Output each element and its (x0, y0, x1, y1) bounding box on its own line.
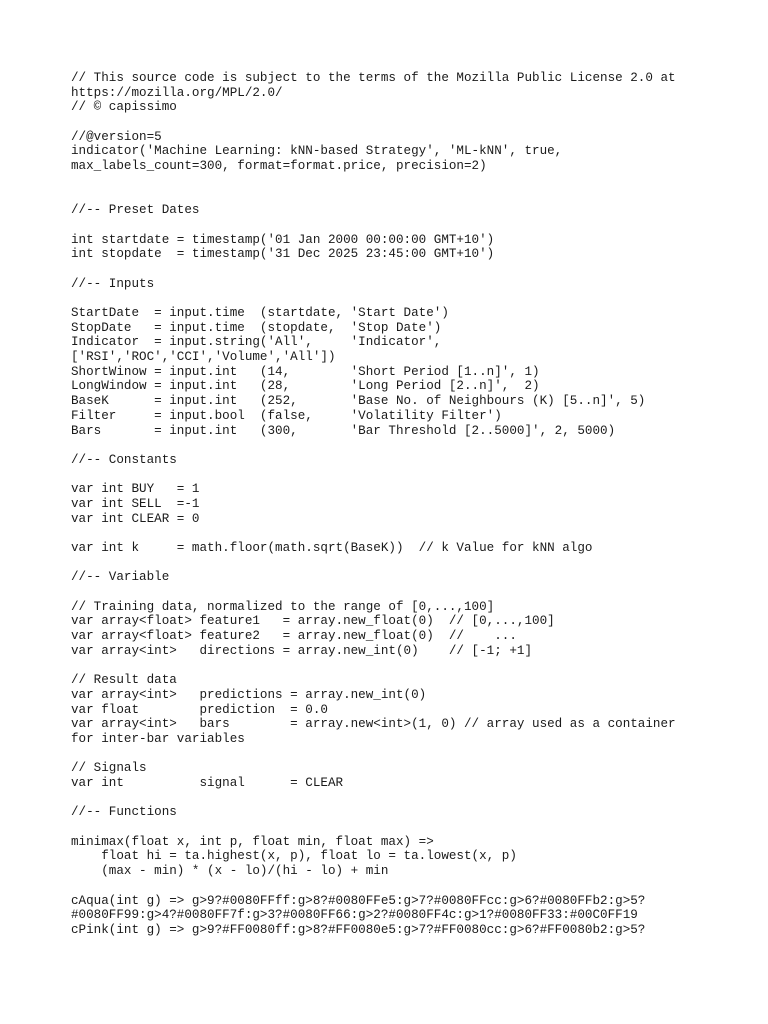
code-line: indicator('Machine Learning: kNN-based Strategy', 'ML-kNN', true, (71, 144, 563, 159)
code-line (71, 820, 751, 835)
code-line: Indicator = input.string('All', 'Indicator', (71, 335, 442, 350)
code-line (71, 115, 751, 130)
code-line (71, 438, 751, 453)
code-line: var array<int> directions = array.new_int(0) // [-1; +1] (71, 643, 533, 658)
code-line (71, 174, 751, 189)
code-line: // Signals (71, 761, 147, 776)
code-line: max_labels_count=300, format=format.price, precision=2) (71, 159, 487, 174)
code-line: //-- Preset Dates (71, 203, 200, 218)
code-line: int startdate = timestamp('01 Jan 2000 00:00:00 GMT+10') (71, 232, 495, 247)
code-line: //-- Functions (71, 805, 177, 820)
code-line: //-- Variable (71, 570, 170, 585)
code-line: var int SELL =-1 (71, 496, 200, 511)
code-line: https://mozilla.org/MPL/2.0/ (71, 85, 283, 100)
code-line: cAqua(int g) => g>9?#0080FFff:g>8?#0080FFe5:g>7?#0080FFcc:g>6?#0080FFb2:g>5? (71, 893, 646, 908)
code-line: // Result data (71, 673, 177, 688)
code-line: var array<float> feature1 = array.new_float(0) // [0,...,100] (71, 614, 555, 629)
code-line (71, 747, 751, 762)
code-line (71, 468, 751, 483)
code-line (71, 791, 751, 806)
code-line: //@version=5 (71, 129, 162, 144)
code-line: float hi = ta.highest(x, p), float lo = ta.lowest(x, p) (71, 849, 517, 864)
code-line: ShortWinow = input.int (14, 'Short Period [1..n]', 1) (71, 364, 540, 379)
code-line: var int CLEAR = 0 (71, 511, 200, 526)
code-line: var int k = math.floor(math.sqrt(BaseK)) // k Value for kNN algo (71, 541, 593, 555)
code-line: var array<int> bars = array.new<int>(1, 0) // array used as a container (71, 717, 676, 732)
code-line: var int BUY = 1 (71, 482, 200, 497)
code-line: StopDate = input.time (stopdate, 'Stop Date') (71, 320, 442, 335)
code-line: ['RSI','ROC','CCI','Volume','All']) (71, 350, 336, 365)
code-line: var int signal = CLEAR (71, 776, 344, 790)
code-line (71, 659, 751, 674)
code-line: var float prediction = 0.0 (71, 702, 328, 717)
source-code-block (71, 71, 751, 938)
code-line (71, 291, 751, 306)
code-line: // Training data, normalized to the range of [0,...,100] (71, 599, 495, 614)
code-line (71, 526, 751, 541)
code-line: int stopdate = timestamp('31 Dec 2025 23:45:00 GMT+10') (71, 247, 495, 262)
code-line: (max - min) * (x - lo)/(hi - lo) + min (71, 864, 389, 879)
code-line (71, 189, 751, 204)
code-line: LongWindow = input.int (28, 'Long Period [2..n]', 2) (71, 379, 540, 394)
code-line: // This source code is subject to the terms of the Mozilla Public License 2.0 at (71, 71, 676, 85)
code-line: for inter-bar variables (71, 731, 245, 746)
code-line (71, 879, 751, 894)
code-line: StartDate = input.time (startdate, 'Start Date') (71, 306, 449, 320)
code-line: Filter = input.bool (false, 'Volatility Filter') (71, 408, 502, 423)
code-line: cPink(int g) => g>9?#FF0080ff:g>8?#FF0080e5:g>7?#FF0080cc:g>6?#FF0080b2:g>5? (71, 922, 646, 937)
code-line: minimax(float x, int p, float min, float max) => (71, 834, 434, 849)
code-line (71, 556, 751, 571)
code-line (71, 585, 751, 600)
code-line: var array<float> feature2 = array.new_float(0) // ... (71, 629, 517, 644)
code-line: var array<int> predictions = array.new_int(0) (71, 687, 427, 702)
code-line (71, 262, 751, 277)
code-line: //-- Constants (71, 452, 177, 467)
code-line: // © capissimo (71, 100, 177, 115)
code-line: BaseK = input.int (252, 'Base No. of Neighbours (K) [5..n]', 5) (71, 394, 646, 409)
code-line (71, 218, 751, 233)
code-line: //-- Inputs (71, 276, 155, 291)
code-line: Bars = input.int (300, 'Bar Threshold [2..5000]', 2, 5000) (71, 423, 616, 438)
code-line: #0080FF99:g>4?#0080FF7f:g>3?#0080FF66:g>2?#0080FF4c:g>1?#0080FF33:#00C0FF19 (71, 908, 638, 923)
